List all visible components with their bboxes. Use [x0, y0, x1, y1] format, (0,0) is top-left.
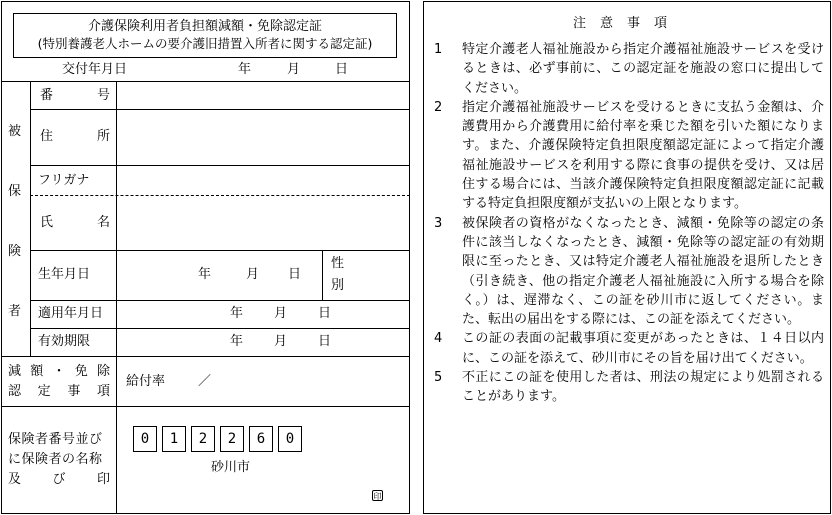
note-text: 特定介護老人福祉施設から指定介護福祉施設サービスを受けるときは、必ず事前に、この認定証を施設の窓口に提出してください。 [462, 42, 824, 96]
grid-line [30, 250, 410, 251]
grid-line [30, 109, 410, 110]
birth-day: 日 [288, 267, 302, 282]
grid-line [30, 328, 410, 329]
note-number: 2 [434, 99, 443, 115]
insurer-label-line3: 及 び 印 [8, 472, 110, 487]
notes-title: 注意事項 [572, 16, 681, 31]
valid-month: 月 [274, 334, 288, 349]
note-item [432, 98, 824, 214]
valid-year: 年 [230, 334, 244, 349]
address-label: 住 所 [40, 129, 110, 144]
issue-date-day: 日 [335, 62, 349, 77]
notes-list [432, 40, 824, 407]
valid-day: 日 [318, 334, 332, 349]
grid-line [116, 81, 117, 513]
furigana-label: フリガナ [38, 173, 90, 188]
insurer-number-digit: 6 [249, 426, 273, 452]
dashed-line [30, 195, 410, 196]
valid-until-label: 有効期限 [38, 334, 91, 349]
certificate-title-box [13, 13, 397, 58]
certificate-title: 介護保険利用者負担額減額・免除認定証 [87, 19, 322, 34]
applied-month: 月 [274, 306, 288, 321]
note-item [432, 329, 824, 368]
number-label: 番 号 [40, 88, 110, 103]
insured-label-char: 険 [8, 244, 22, 259]
applied-date-label: 適用年月日 [38, 306, 104, 321]
insurer-number-digit: 2 [220, 426, 244, 452]
note-item [432, 368, 824, 407]
insurer-number-digit: 1 [162, 426, 186, 452]
birth-year: 年 [198, 267, 212, 282]
applied-year: 年 [230, 306, 244, 321]
note-text: 指定介護福祉施設サービスを受けるときに支払う金額は、介護費用から介護費用に給付率を乗じた額を引いた額になります。また、介護保険特定負担限度額認定証によって指定介護福祉施設サービスを利用する際に食事の提供を受け、又は居住する場合には、当該介護保険特定負担限度額認定証に記載する特定負担限度額が支払いの上限となります。 [462, 99, 824, 212]
insured-label-char: 被 [8, 124, 22, 139]
grid-line [30, 300, 410, 301]
note-number: 5 [434, 370, 443, 386]
insurer-number-digit: 0 [278, 426, 302, 452]
issue-date-label: 交付年月日 [62, 62, 128, 77]
applied-day: 日 [318, 306, 332, 321]
gender-label-char: 別 [331, 278, 345, 293]
insurer-name: 砂川市 [211, 460, 251, 475]
insurer-number-digit: 2 [191, 426, 215, 452]
note-number: 4 [434, 331, 443, 347]
insurer-number-digit: 0 [133, 426, 157, 452]
note-number: 1 [434, 42, 443, 57]
note-number: 3 [434, 215, 443, 231]
note-text: 被保険者の資格がなくなったとき、減額・免除等の認定の条件に該当しなくなったとき、減額・免除等の認定証の有効期限に至ったとき、又は特定介護老人福祉施設を退所したとき（引き続き、他の指定介護老人福祉施設に入所する場合を除く。）は、遅滞なく、この証を砂川市に返してください。また、転出の届出をする際には、この証を添えてください。 [462, 215, 824, 328]
issue-date-year: 年 [238, 62, 252, 77]
grid-line [1, 406, 410, 407]
benefit-rate-separator: ／ [198, 374, 212, 389]
gender-label-char: 性 [331, 256, 345, 271]
insurer-label-line1: 保険者番号並び [8, 432, 103, 447]
note-text: この証の表面の記載事項に変更があったときは、１４日以内に、この証を添えて、砂川市にその旨を届け出てください。 [462, 331, 824, 366]
birth-label: 生年月日 [38, 267, 91, 282]
insurer-label-line2: に保険者の名称 [8, 452, 103, 467]
reduction-label-line2: 認 定 事 項 [8, 384, 110, 399]
certificate-subtitle: (特別養護老人ホームの要介護旧措置入所者に関する認定証) [37, 36, 373, 51]
reduction-label-line1: 減 額 ・ 免 除 [8, 364, 110, 379]
name-label: 氏 名 [40, 215, 110, 230]
issue-date-month: 月 [287, 62, 301, 77]
note-item [432, 40, 824, 98]
note-text: 不正にこの証を使用した者は、刑法の規定により処罰されることがあります。 [462, 370, 824, 405]
birth-month: 月 [246, 267, 260, 282]
insured-label-char: 者 [8, 304, 22, 319]
insured-label-char: 保 [8, 184, 22, 199]
note-item [432, 214, 824, 330]
seal-icon: 印 [373, 492, 382, 501]
grid-line [1, 356, 410, 357]
grid-line [1, 81, 410, 82]
grid-line [30, 81, 31, 356]
grid-line [30, 165, 410, 166]
benefit-rate-label: 給付率 [126, 374, 166, 389]
grid-line [322, 250, 323, 300]
